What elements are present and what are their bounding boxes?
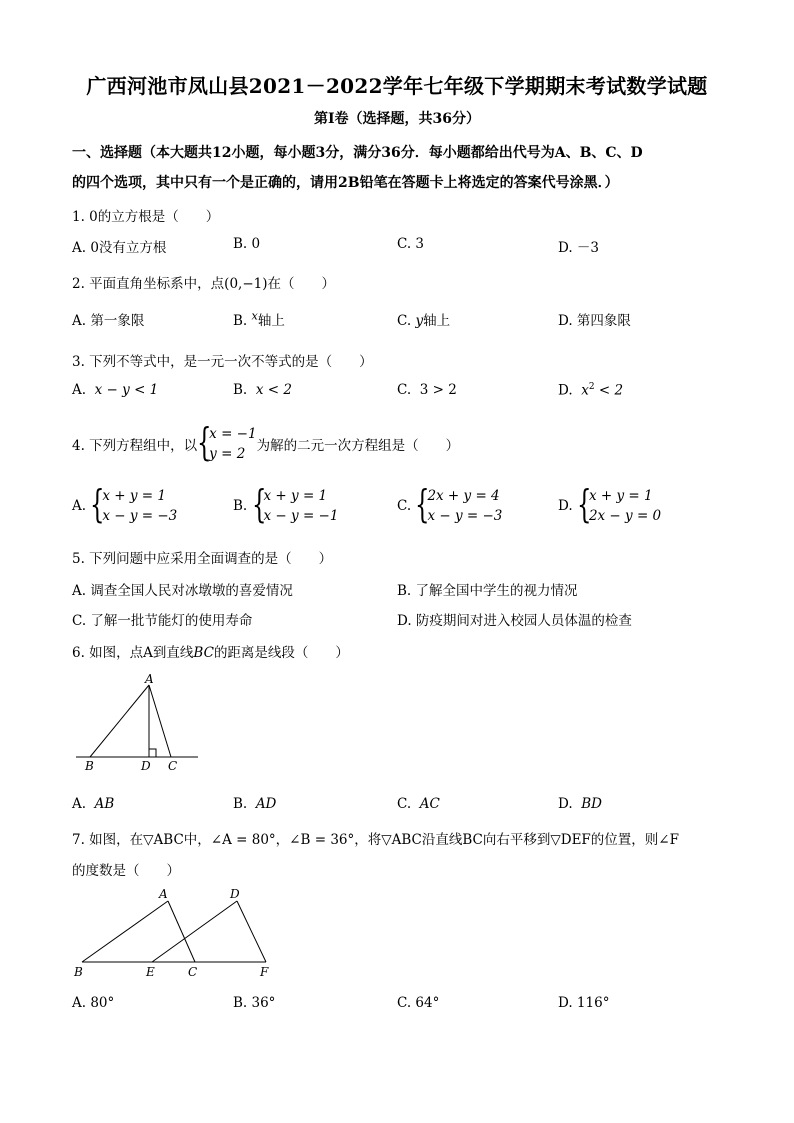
page-subtitle: 第Ⅰ卷（选择题，共36分） <box>313 111 481 127</box>
question-2-stem-pre: 2. 平面直角坐标系中，点 <box>72 276 225 292</box>
question-4-option-d-eq-2: 2x − y = 0 <box>588 508 662 524</box>
question-7-stem-line-1: 7. 如图，在▽ABC中，∠A = 80°，∠B = 36°，将▽ABC沿直线BC向右平移到▽DEF的位置，则∠F <box>72 832 679 848</box>
question-1-option-c: C. 3 <box>397 236 425 252</box>
question-6-stem <box>72 641 349 661</box>
question-2-point: (0,−1) <box>224 276 268 292</box>
point-label-a: A <box>145 672 154 686</box>
question-1-option-b: B. 0 <box>233 236 261 252</box>
segment-ac <box>168 901 195 962</box>
question-4-option-a-label: A. <box>72 498 87 514</box>
question-1-stem: 1. 0的立方根是（ ） <box>72 209 220 225</box>
question-6-stem-post: 的距离是线段（ ） <box>213 645 349 661</box>
question-4-option-b <box>233 482 339 526</box>
question-6-option-b <box>233 796 276 812</box>
question-2-option-d: D. 第四象限 <box>558 313 631 329</box>
segment-ab <box>90 685 149 757</box>
brace-icon: { <box>415 482 430 526</box>
question-7-option-c: C. 64° <box>397 995 440 1011</box>
question-3-stem: 3. 下列不等式中，是一元一次不等式的是（ ） <box>72 354 373 370</box>
section-instruction-line-1: 一、选择题（本大题共12小题，每小题3分，满分36分．每小题都给出代号为A、B、C、D <box>72 145 643 161</box>
section-instruction-line-2: 的四个选项，其中只有一个是正确的，请用2B铅笔在答题卡上将选定的答案代号涂黑．） <box>72 175 619 191</box>
question-4-stem-post: 为解的二元一次方程组是（ ） <box>256 438 460 454</box>
question-4-option-b-eq-2: x − y = −1 <box>263 508 339 524</box>
question-4-option-a <box>72 482 178 526</box>
question-2-option-c-var: y <box>415 313 424 329</box>
question-2-stem-post: 在（ ） <box>267 276 335 292</box>
question-6-option-a <box>72 796 114 812</box>
question-2-option-a: A. 第一象限 <box>72 313 145 329</box>
question-2-option-c-text: 轴上 <box>423 313 451 329</box>
question-2-option-c-label: C. <box>397 313 416 329</box>
question-4-option-a-eq-1: x + y = 1 <box>102 488 166 504</box>
question-6-option-c-label: C. <box>397 796 412 812</box>
point-label-d: D <box>141 759 151 773</box>
question-4-stem <box>72 420 460 464</box>
question-2-option-b <box>233 309 285 329</box>
question-2-option-b-var: x <box>251 309 258 323</box>
question-3-option-a-label: A. <box>72 382 87 398</box>
brace-icon: { <box>197 420 212 464</box>
question-3-option-c-math: 3 > 2 <box>419 382 457 398</box>
question-1-option-d: D. －3 <box>558 240 600 256</box>
point-label-c: C <box>188 965 198 979</box>
brace-icon: { <box>576 482 592 526</box>
question-4-option-c-label: C. <box>397 498 412 514</box>
question-6-option-a-math: AB <box>94 796 115 812</box>
question-5-stem: 5. 下列问题中应采用全面调查的是（ ） <box>72 551 333 567</box>
segment-ed <box>152 901 237 962</box>
question-7-option-a: A. 80° <box>72 995 115 1011</box>
question-7-figure <box>70 884 280 984</box>
question-3-option-d <box>558 382 623 399</box>
question-2-option-b-label: B. <box>233 313 252 329</box>
segment-ba <box>82 901 168 962</box>
question-5-option-b: B. 了解全国中学生的视力情况 <box>397 583 578 599</box>
point-label-d: D <box>230 887 240 901</box>
question-4-option-c <box>397 482 503 526</box>
question-3-option-a <box>72 382 158 398</box>
question-7-option-b: B. 36° <box>233 995 276 1011</box>
question-6-option-d-label: D. <box>558 796 573 812</box>
question-4-option-d-label: D. <box>558 498 573 514</box>
point-label-c: C <box>168 759 178 773</box>
question-6-figure <box>70 672 210 776</box>
question-4-option-b-system <box>251 482 339 526</box>
point-label-f: F <box>260 965 269 979</box>
question-3-option-d-math-sup: 2 <box>588 382 595 392</box>
question-6-option-c-math: AC <box>419 796 440 812</box>
question-3-option-d-math-rest: < 2 <box>594 382 624 399</box>
point-label-b: B <box>74 965 83 979</box>
question-6-option-b-math: AD <box>255 796 277 812</box>
question-6-stem-pre: 6. 如图，点A到直线 <box>72 645 194 661</box>
question-4-option-b-label: B. <box>233 498 248 514</box>
question-1-option-a: A. 0没有立方根 <box>72 240 167 256</box>
question-4-option-d-system <box>576 482 662 526</box>
question-6-option-d <box>558 796 602 812</box>
question-7-option-d: D. 116° <box>558 995 610 1011</box>
question-4-given-eq-1: x = −1 <box>209 426 257 442</box>
point-label-e: E <box>146 965 155 979</box>
brace-icon: { <box>251 482 267 526</box>
question-2-stem <box>72 272 335 292</box>
question-5-option-c: C. 了解一批节能灯的使用寿命 <box>72 613 253 629</box>
question-3-option-c <box>397 382 457 398</box>
question-4-given-eq-2: y = 2 <box>209 446 246 462</box>
question-3-option-c-label: C. <box>397 382 412 398</box>
question-6-option-d-math: BD <box>581 796 602 812</box>
point-label-a: A <box>159 887 168 901</box>
question-4-stem-pre: 4. 下列方程组中，以 <box>72 438 198 454</box>
question-4-option-c-eq-1: 2x + y = 4 <box>427 488 500 504</box>
question-4-option-a-eq-2: x − y = −3 <box>102 508 178 524</box>
question-4-given-system <box>197 420 257 464</box>
question-3-option-b-label: B. <box>233 382 248 398</box>
question-3-option-d-label: D. <box>558 382 573 399</box>
question-4-option-a-system <box>90 482 178 526</box>
question-4-option-d-eq-1: x + y = 1 <box>588 488 653 504</box>
right-angle-mark <box>149 749 156 757</box>
question-3-option-a-math: x − y < 1 <box>94 382 159 398</box>
question-7-stem-line-2: 的度数是（ ） <box>72 863 180 879</box>
question-3-option-d-math-base: x <box>581 382 589 399</box>
question-2-option-b-text: 轴上 <box>257 313 285 329</box>
brace-icon: { <box>90 482 105 526</box>
page-title: 广西河池市凤山县2021－2022学年七年级下学期期末考试数学试题 <box>86 74 708 98</box>
question-5-option-a: A. 调查全国人民对冰墩墩的喜爱情况 <box>72 583 293 599</box>
question-6-option-a-label: A. <box>72 796 87 812</box>
question-6-stem-var: BC <box>193 645 214 661</box>
question-5-option-d: D. 防疫期间对进入校园人员体温的检查 <box>397 613 632 629</box>
question-6-option-b-label: B. <box>233 796 248 812</box>
question-4-option-c-system <box>415 482 503 526</box>
segment-ac <box>149 685 171 757</box>
segment-df <box>237 901 266 962</box>
question-4-option-c-eq-2: x − y = −3 <box>427 508 503 524</box>
question-4-option-d <box>558 482 662 526</box>
question-2-option-c <box>397 309 450 329</box>
question-6-option-c <box>397 796 440 812</box>
question-4-option-b-eq-1: x + y = 1 <box>263 488 328 504</box>
question-3-option-b-math: x < 2 <box>255 382 292 398</box>
question-3-option-b <box>233 382 292 398</box>
point-label-b: B <box>85 759 94 773</box>
